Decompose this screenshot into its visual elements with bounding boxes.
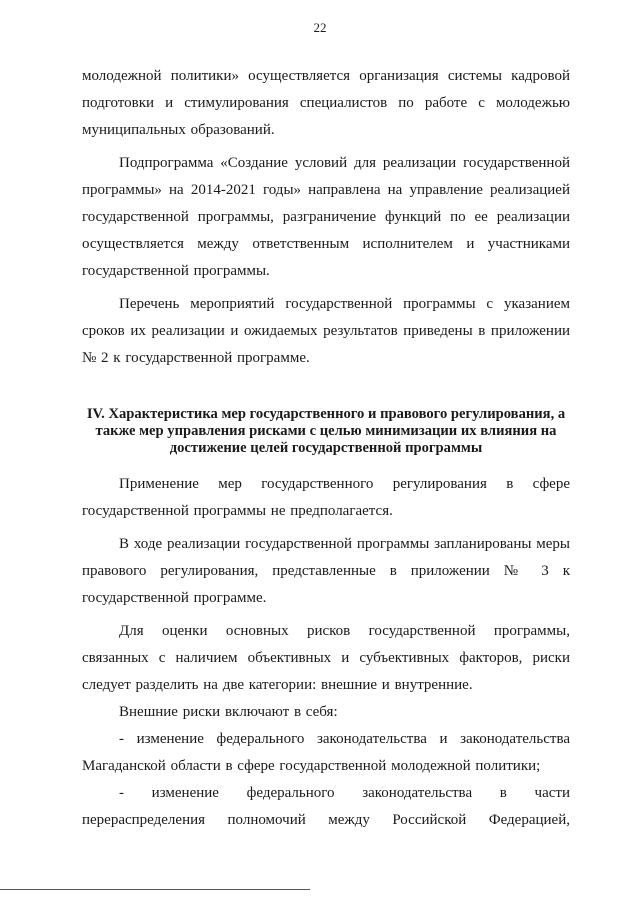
p9-word: федерального [246,785,335,801]
p9-word: части [534,785,570,801]
p10-word: Федерацией, [488,812,570,828]
footer-divider [0,889,310,890]
paragraph-6: Для оценки основных рисков государственной программы, связанных с наличием объективных и субъективных факторов, риски следует разделить на две категории: внешние и внутренние. [82,623,570,693]
p10-word: Российской [392,812,467,828]
p10-word: между [328,812,370,828]
paragraph-4: Применение мер государственного регулирования в сфере государственной программы не предполагается. [82,476,570,519]
paragraph-8: - изменение федерального законодательства и законодательства Магаданской области в сфере государственной молодежной политики; [82,731,570,774]
p9-word: изменение [151,785,219,801]
p10-word: перераспределения [82,812,206,828]
p9-word: законодательства [362,785,473,801]
paragraph-3: Перечень мероприятий государственной программы с указанием сроков их реализации и ожидаемых результатов приведены в приложении № 2 к государственной программе. [82,296,570,366]
paragraph-9-line [82,780,570,807]
paragraph-1: молодежной политики» осуществляется организация системы кадровой подготовки и стимулирования специалистов по работе с молодежью муниципальных образований. [82,68,570,138]
document-body [82,63,570,834]
p9-word: в [499,785,507,801]
paragraph-5: В ходе реализации государственной программы запланированы меры правового регулирования, представленные в приложении № 3 к государственной программе. [82,536,570,606]
paragraph-2: Подпрограмма «Создание условий для реализации государственной программы» на 2014-2021 годы» направлена на управление реализацией государственной программы, разграничение функций по ее реализации осуществляется между ответственным исполнителем и участниками государственной программы. [82,155,570,279]
paragraph-10-line [82,807,570,834]
p9-word: - [119,785,124,801]
section-heading: IV. Характеристика мер государственного и правового регулирования, а также мер управления рисками с целью минимизации их влияния на достижение целей государственной программы [86,406,566,456]
page-number: 22 [313,20,327,35]
p10-word: полномочий [227,812,306,828]
paragraph-7: Внешние риски включают в себя: [119,704,338,720]
